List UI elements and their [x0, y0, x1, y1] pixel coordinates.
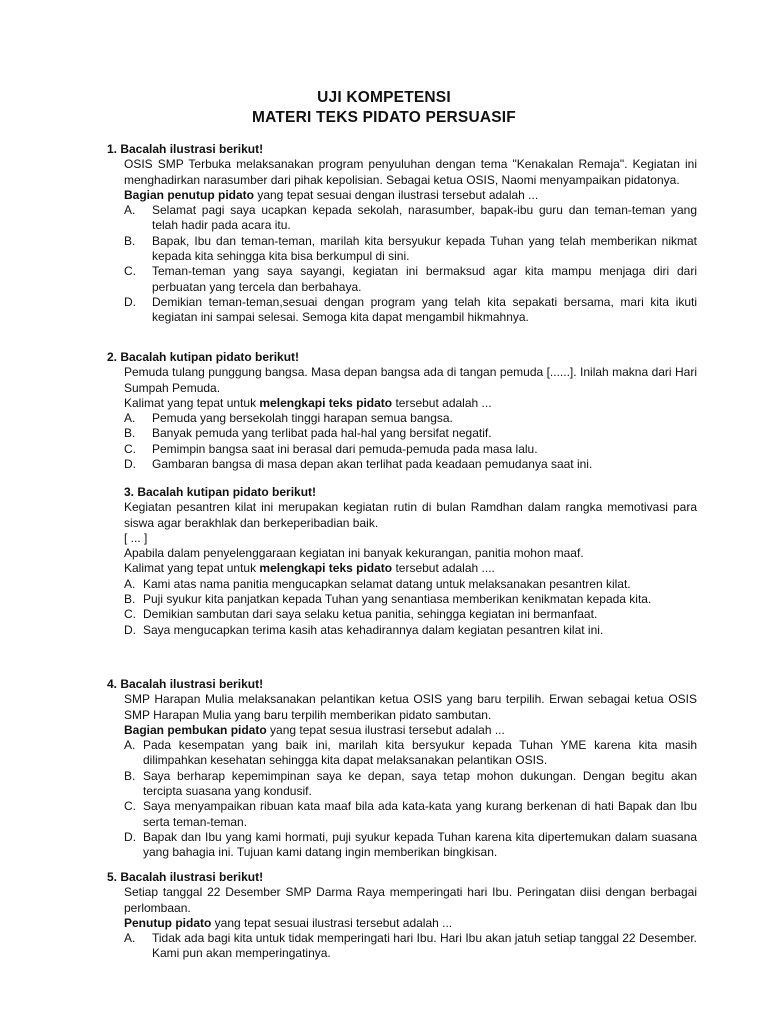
- page-title-line-1: UJI KOMPETENSI: [317, 89, 451, 106]
- option-letter: D.: [124, 294, 136, 309]
- option-text: Saya menyampaikan ribuan kata maaf bila ada kata-kata yang kurang berkenan di hati Bapak dan Ibu serta teman-teman.: [143, 799, 697, 829]
- option-text: Bapak dan Ibu yang kami hormati, puji syukur kepada Tuhan karena kita dipertemukan dalam suasana yang bahagia ini. Tujuan kami datang ingin memberikan bingkisan.: [143, 829, 697, 860]
- option-letter: D.: [124, 622, 136, 637]
- question-2-heading: 2. Bacalah kutipan pidato berikut!: [107, 350, 300, 364]
- option-text: Saya mengucapkan terima kasih atas kehadirannya dalam kegiatan pesantren kilat ini.: [143, 622, 604, 637]
- question-4-prompt-rest: yang tepat sesua ilustrasi tersebut adalah ...: [266, 722, 505, 737]
- question-5-options: [107, 931, 697, 962]
- question-4-passage: SMP Harapan Mulia melaksanakan pelantikan ketua OSIS yang baru terpilih. Erwan sebagai ketua OSIS SMP Harapan Mulia yang baru terpilih memberikan pidato sambutan.: [124, 692, 697, 722]
- option-text: Tidak ada bagi kita untuk tidak memperingati hari Ibu. Hari Ibu akan jatuh setiap tanggal 22 Desember. Kami pun akan memperingatinya.: [152, 931, 697, 961]
- option-3d: [107, 623, 697, 638]
- question-1-prompt: [107, 188, 697, 203]
- option-4c: [107, 799, 697, 830]
- page-title-line-2: MATERI TEKS PIDATO PERSUASIF: [252, 109, 516, 126]
- option-3b: [107, 592, 697, 607]
- title-block: [0, 88, 768, 128]
- option-letter: C.: [124, 264, 136, 279]
- option-text: Pemuda yang bersekolah tinggi harapan semua bangsa.: [152, 411, 453, 426]
- option-4b: [107, 769, 697, 800]
- option-letter: A.: [124, 931, 136, 946]
- option-letter: A.: [124, 738, 136, 753]
- option-4d: [107, 830, 697, 861]
- option-text: Demikian teman-teman,sesuai dengan program yang telah kita sepakati bersama, mari kita ikuti kegiatan ini sampai selesai. Semoga kita dapat mengambil hikmahnya.: [152, 294, 697, 325]
- question-3-prompt-rest: tersebut adalah ....: [392, 561, 495, 576]
- question-4-heading: 4. Bacalah ilustrasi berikut!: [107, 677, 264, 691]
- option-4a: [107, 738, 697, 769]
- question-3-passage: Kegiatan pesantren kilat ini merupakan kegiatan rutin di bulan Ramdhan dalam rangka memotivasi para siswa agar berakhlak dan berkeperibadian baik.: [124, 500, 697, 530]
- option-letter: B.: [124, 426, 136, 441]
- question-2-prompt-rest: tersebut adalah ...: [392, 395, 492, 410]
- question-5-prompt-bold: Penutup pidato: [124, 915, 212, 930]
- option-letter: A.: [124, 576, 136, 591]
- question-5: [107, 870, 697, 962]
- option-letter: B.: [124, 592, 136, 607]
- question-3-heading: 3. Bacalah kutipan pidato berikut!: [124, 485, 317, 499]
- option-2d: [107, 457, 697, 472]
- option-letter: C.: [124, 799, 136, 814]
- option-letter: C.: [124, 607, 136, 622]
- option-text: Teman-teman yang saya sayangi, kegiatan ini bermaksud agar kita mampu menjaga diri dari perbuatan yang tercela dan berbahaya.: [152, 264, 697, 294]
- question-3-prompt-pre: Kalimat yang tepat untuk: [124, 561, 260, 576]
- option-1a: [107, 203, 697, 234]
- question-3-passage-2: Apabila dalam penyelenggaraan kegiatan ini banyak kekurangan, panitia mohon maaf.: [124, 546, 584, 561]
- option-text: Demikian sambutan dari saya selaku ketua panitia, sehingga kegiatan ini bermanfaat.: [143, 607, 598, 622]
- question-4-prompt-bold: Bagian pembukan pidato: [124, 722, 267, 737]
- option-letter: B.: [124, 233, 136, 248]
- question-2: [107, 350, 697, 472]
- option-3c: [107, 607, 697, 622]
- option-1b: [107, 234, 697, 265]
- question-1: [107, 142, 697, 326]
- question-5-prompt-rest: yang tepat sesuai ilustrasi tersebut adalah ...: [211, 915, 453, 930]
- question-4-prompt: [107, 723, 697, 738]
- option-text: Pemimpin bangsa saat ini berasal dari pemuda-pemuda pada masa lalu.: [152, 441, 538, 456]
- option-letter: C.: [124, 441, 136, 456]
- option-letter: D.: [124, 829, 136, 844]
- question-1-prompt-rest: yang tepat sesuai dengan ilustrasi tersebut adalah ...: [254, 187, 539, 202]
- option-text: Puji syukur kita panjatkan kepada Tuhan yang senantiasa memberikan kenikmatan kepada kita.: [143, 592, 652, 607]
- option-text: Bapak, Ibu dan teman-teman, marilah kita bersyukur kepada Tuhan yang telah memberikan nikmat kepada kita sehingga kita bisa berkumpul di sini.: [152, 233, 697, 264]
- option-1d: [107, 295, 697, 326]
- question-1-passage: OSIS SMP Terbuka melaksanakan program penyuluhan dengan tema "Kenakalan Remaja". Kegiatan ini menghadirkan narasumber dari pihak kepolisian. Sebagai ketua OSIS, Naomi menyampaikan pidatonya.: [124, 157, 697, 187]
- option-2a: [107, 411, 697, 426]
- question-1-options: [107, 203, 697, 325]
- question-3: [107, 485, 697, 638]
- option-1c: [107, 264, 697, 295]
- question-2-prompt: [107, 396, 697, 411]
- option-text: Kami atas nama panitia mengucapkan selamat datang untuk melaksanakan pesantren kilat.: [143, 576, 631, 591]
- question-5-prompt: [107, 916, 697, 931]
- question-1-heading: 1. Bacalah ilustrasi berikut!: [107, 142, 264, 156]
- question-2-options: [107, 411, 697, 472]
- option-text: Pada kesempatan yang baik ini, marilah kita bersyukur kepada Tuhan YME karena kita masih dilimpahkan kesehatan sehingga kita dapat melaksanakan pelantikan OSIS.: [143, 738, 697, 768]
- question-3-placeholder: [ ... ]: [124, 530, 148, 545]
- option-text: Gambaran bangsa di masa depan akan terlihat pada keadaan pemudanya saat ini.: [152, 457, 593, 472]
- question-4: [107, 677, 697, 861]
- option-3a: [107, 577, 697, 592]
- option-letter: A.: [124, 411, 136, 426]
- option-2c: [107, 442, 697, 457]
- option-text: Banyak pemuda yang terlibat pada hal-hal yang bersifat negatif.: [152, 426, 492, 441]
- question-3-prompt-bold: melengkapi teks pidato: [259, 561, 393, 576]
- option-5a: [107, 931, 697, 962]
- option-letter: D.: [124, 457, 136, 472]
- option-letter: B.: [124, 768, 136, 783]
- question-2-prompt-bold: melengkapi teks pidato: [259, 395, 393, 410]
- question-5-heading: 5. Bacalah ilustrasi berikut!: [107, 870, 264, 884]
- question-2-passage: Pemuda tulang punggung bangsa. Masa depan bangsa ada di tangan pemuda [......]. Inilah makna dari Hari Sumpah Pemuda.: [124, 365, 697, 395]
- question-5-passage: Setiap tanggal 22 Desember SMP Darma Raya memperingati hari Ibu. Peringatan diisi dengan berbagai perlombaan.: [124, 885, 697, 915]
- question-3-options: [107, 577, 697, 638]
- question-3-prompt: [107, 561, 697, 576]
- question-1-prompt-bold: Bagian penutup pidato: [124, 187, 254, 202]
- question-4-options: [107, 738, 697, 860]
- option-text: Selamat pagi saya ucapkan kepada sekolah, narasumber, bapak-ibu guru dan teman-teman yang telah hadir pada acara itu.: [152, 203, 697, 233]
- option-text: Saya berharap kepemimpinan saya ke depan, saya tetap mohon dukungan. Dengan begitu akan tercipta suasana yang kondusif.: [143, 768, 697, 799]
- option-2b: [107, 426, 697, 441]
- question-2-prompt-pre: Kalimat yang tepat untuk: [124, 395, 260, 410]
- option-letter: A.: [124, 203, 136, 218]
